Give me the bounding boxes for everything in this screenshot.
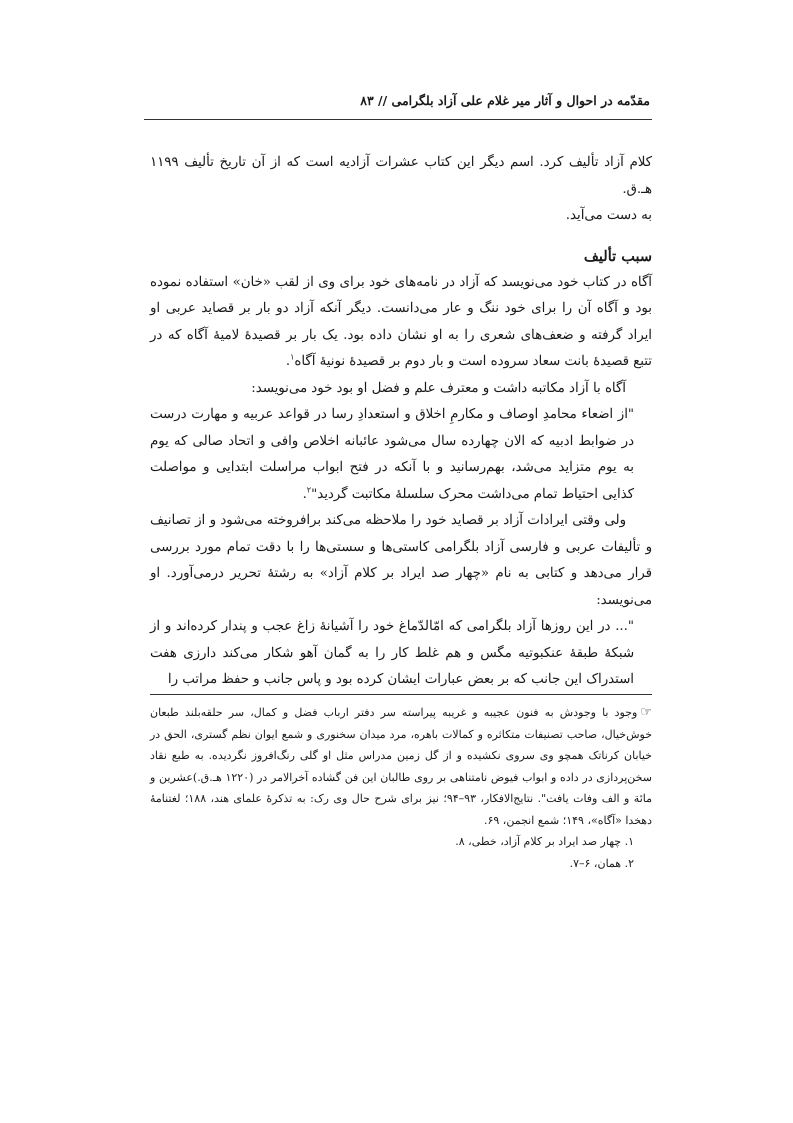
footnote-text: وجود با وجودش به فنون عجیبه و غریبه پیراسته سر دفتر ارباب فضل و کمال، سر حلقه‌بلند طبعان خوش‌خیال، صاحب تصنیفات متکاثره و کمالات باهره، مرد میدان سخنوری و شمع ایوان نظم گستری، الحق در خیابان کرناتک همچو وی سروی نکشیده و از گل زمین مدراس مثل او گلی رنگ‌افروز نگردیده. به طبع نقاد سخن‌پردازی در داده و ابواب فیوض نامتناهی بر روی طالبان این فن گشاده آخرالامر در (۱۲۲۰ هـ.ق.)عشرین و مائة و الف وفات یافت". نتایج‌الافکار، ۹۳–۹۴؛ نیز برای شرح حال وی رک: به تذکرهٔ علمای هند، ۱۸۸؛ لغتنامهٔ دهخدا «آگاه»، ۱۴۹؛ شمع انجمن، ۶۹. [150,706,652,827]
footnote-ref: ۲ [306,485,312,495]
footnotes [150,702,652,874]
block-quote: "... در این روزها آزاد بلگرامی که امّالدّماغ خود را آشیانهٔ زاغ عجب و پندار کرده‌اند و از شبکهٔ طبقهٔ عنکبوتیه مگس و هم غلط کار را به گمان آهو شکار می‌کند دارزی هفت استدراک این جانب که بر بعض عبارات ایشان کرده بود و پاس جانب و حفظ مراتب را [150,619,634,687]
footnote-star [150,702,652,831]
paragraph: ولی وقتی ایرادات آزاد بر قصاید خود را ملاحظه می‌کند برافروخته می‌شود و از تصانیف و تألیفات عربی و فارسی آزاد بلگرامی کاستی‌ها و سستی‌ها را با دقت تمام مورد بررسی قرار می‌دهد و کتابی به نام «چهار صد ایراد بر کلام آزاد» به رشتهٔ تحریر درمی‌آورد. او می‌نویسد: [150,513,652,608]
paragraph: آگاه در کتاب خود می‌نویسد که آزاد در نامه‌های خود برای وی از لقب «خان» استفاده نموده بود و آگاه آن را برای خود ننگ و عار می‌دانست. دیگر آنکه آزاد دو بار بر قصاید عربی او ایراد گرفته و ضعف‌های شعری را به او نشان داده بود. یک بار بر قصیدهٔ لامیهٔ آگاه که در تتبع قصیدهٔ بانت سعاد سروده است و بار دوم بر قصیدهٔ نونیهٔ آگاه$^۱$. [150,274,652,369]
paragraph: آگاه با آزاد مکاتبه داشت و معترف علم و فضل او بود خود می‌نویسد: [251,380,626,396]
main-text [150,150,652,694]
paragraph-text: آگاه در کتاب خود می‌نویسد که آزاد در نامه‌های خود برای وی از لقب «خان» استفاده نموده بود و آگاه آن را برای خود ننگ و عار می‌دانست. دیگر آنکه آزاد دو بار بر قصاید عربی او ایراد گرفته و ضعف‌های شعری را به او نشان داده بود. یک بار بر قصیدهٔ لامیهٔ آگاه که در تتبع قصیدهٔ بانت سعاد سروده است و بار دوم بر قصیدهٔ نونیهٔ آگاه [150,274,652,369]
footnote-divider [150,694,652,695]
intro-line: کلام آزاد تألیف کرد. اسم دیگر این کتاب عشرات آزادیه است که از آن تاریخ تألیف ۱۱۹۹ هـ.ق. [150,155,652,197]
quote-text: "از اضعاء محامدِ اوصاف و مکارمِ اخلاق و استعدادِ رسا در قواعد عربیه و مهارت درست در ضوابط ادبیه که الان چهارده سال می‌شود عائبانه اخلاص وافی و اتحاد صالی که یوم به یوم متزاید می‌شد، بهم‌رسانید و با آنکه در فتح ابواب مراسلت ابتدایی و مواصلت کذایی احتیاط تمام می‌داشت محرک سلسلهٔ مکاتبت گردید" [150,407,634,502]
running-header: مقدّمه در احوال و آثار میر غلام علی آزاد بلگرامی // ۸۳ [360,93,650,108]
pointing-hand-icon: ☞ [640,705,652,720]
intro-line-continued: به دست می‌آید. [565,208,652,223]
footnote-2: ۲. همان، ۶–۷. [569,856,634,870]
section-heading: سبب تألیف [583,247,652,265]
footnote-ref: ۱ [290,352,295,362]
header-divider [144,119,652,120]
block-quote: "از اضعاء محامدِ اوصاف و مکارمِ اخلاق و استعدادِ رسا در قواعد عربیه و مهارت درست در ضوابط ادبیه که الان چهارده سال می‌شود عائبانه اخلاص وافی و اتحاد صالی که یوم به یوم متزاید می‌شد، بهم‌رسانید و با آنکه در فتح ابواب مراسلت ابتدایی و مواصلت کذایی احتیاط تمام می‌داشت محرک سلسلهٔ مکاتبت گردید"$^۲$. [150,407,634,502]
footnote-1: ۱. چهار صد ایراد بر کلام آزاد، خطی، ۸. [455,835,634,848]
